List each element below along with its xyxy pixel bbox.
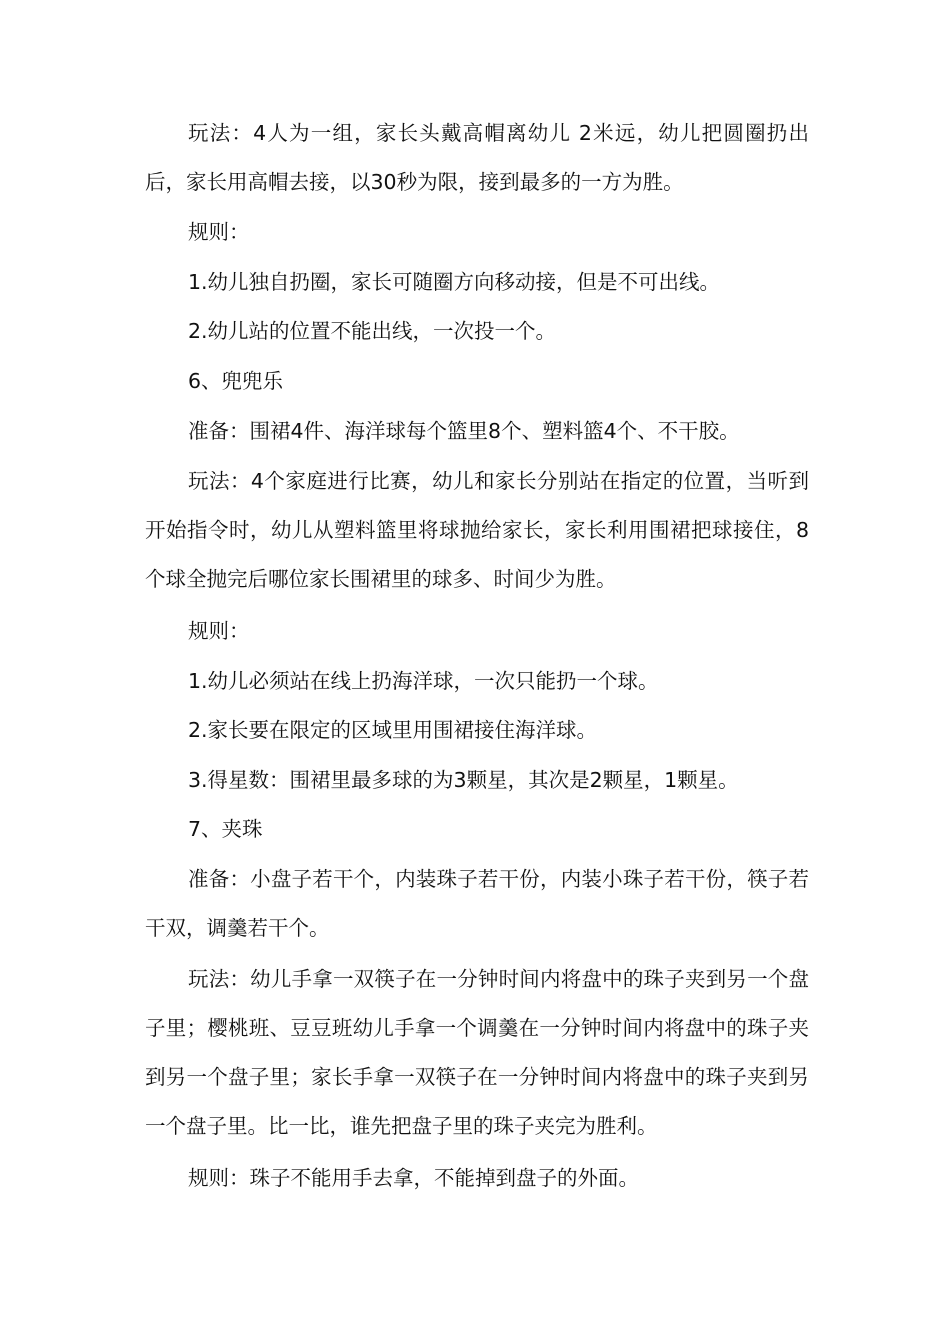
paragraph-rule-6-3: 3.得星数：围裙里最多球的为3颗星，其次是2颗星，1颗星。 — [188, 768, 739, 792]
paragraph-play-rules-hat: 玩法：4人为一组，家长头戴高帽离幼儿 2米远，幼儿把圆圈扔出后，家长用高帽去接，以30秒为限，接到最多的一方为胜。 — [145, 121, 809, 194]
paragraph-play-6: 玩法：4个家庭进行比赛，幼儿和家长分别站在指定的位置，当听到开始指令时，幼儿从塑料篮里将球抛给家长，家长利用围裙把球接住，8个球全抛完后哪位家长围裙里的球多、时间少为胜。 — [145, 469, 809, 591]
paragraph-rules-heading-6: 规则： — [188, 619, 250, 643]
paragraph-rules-7: 规则：珠子不能用手去拿，不能掉到盘子的外面。 — [188, 1166, 639, 1190]
paragraph-preparation-6: 准备：围裙4件、海洋球每个篮里8个、塑料篮4个、不干胶。 — [188, 419, 740, 443]
section-heading-6: 6、兜兜乐 — [188, 369, 284, 393]
paragraph-rule-6-2: 2.家长要在限定的区域里用围裙接住海洋球。 — [188, 718, 598, 742]
paragraph-preparation-7: 准备：小盘子若干个，内装珠子若干份，内装小珠子若干份，筷子若干双，调羹若干个。 — [145, 867, 809, 940]
paragraph-rules-heading: 规则： — [188, 220, 250, 244]
paragraph-rule-6-1: 1.幼儿必须站在线上扔海洋球，一次只能扔一个球。 — [188, 669, 659, 693]
section-heading-7: 7、夹珠 — [188, 817, 263, 841]
paragraph-rule-2: 2.幼儿站的位置不能出线，一次投一个。 — [188, 319, 557, 343]
paragraph-play-7: 玩法：幼儿手拿一双筷子在一分钟时间内将盘中的珠子夹到另一个盘子里；樱桃班、豆豆班幼儿手拿一个调羹在一分钟时间内将盘中的珠子夹到另一个盘子里；家长手拿一双筷子在一分钟时间内将盘中的珠子夹到另一个盘子里。比一比，谁先把盘子里的珠子夹完为胜利。 — [145, 967, 809, 1138]
paragraph-rule-1: 1.幼儿独自扔圈，家长可随圈方向移动接，但是不可出线。 — [188, 270, 721, 294]
